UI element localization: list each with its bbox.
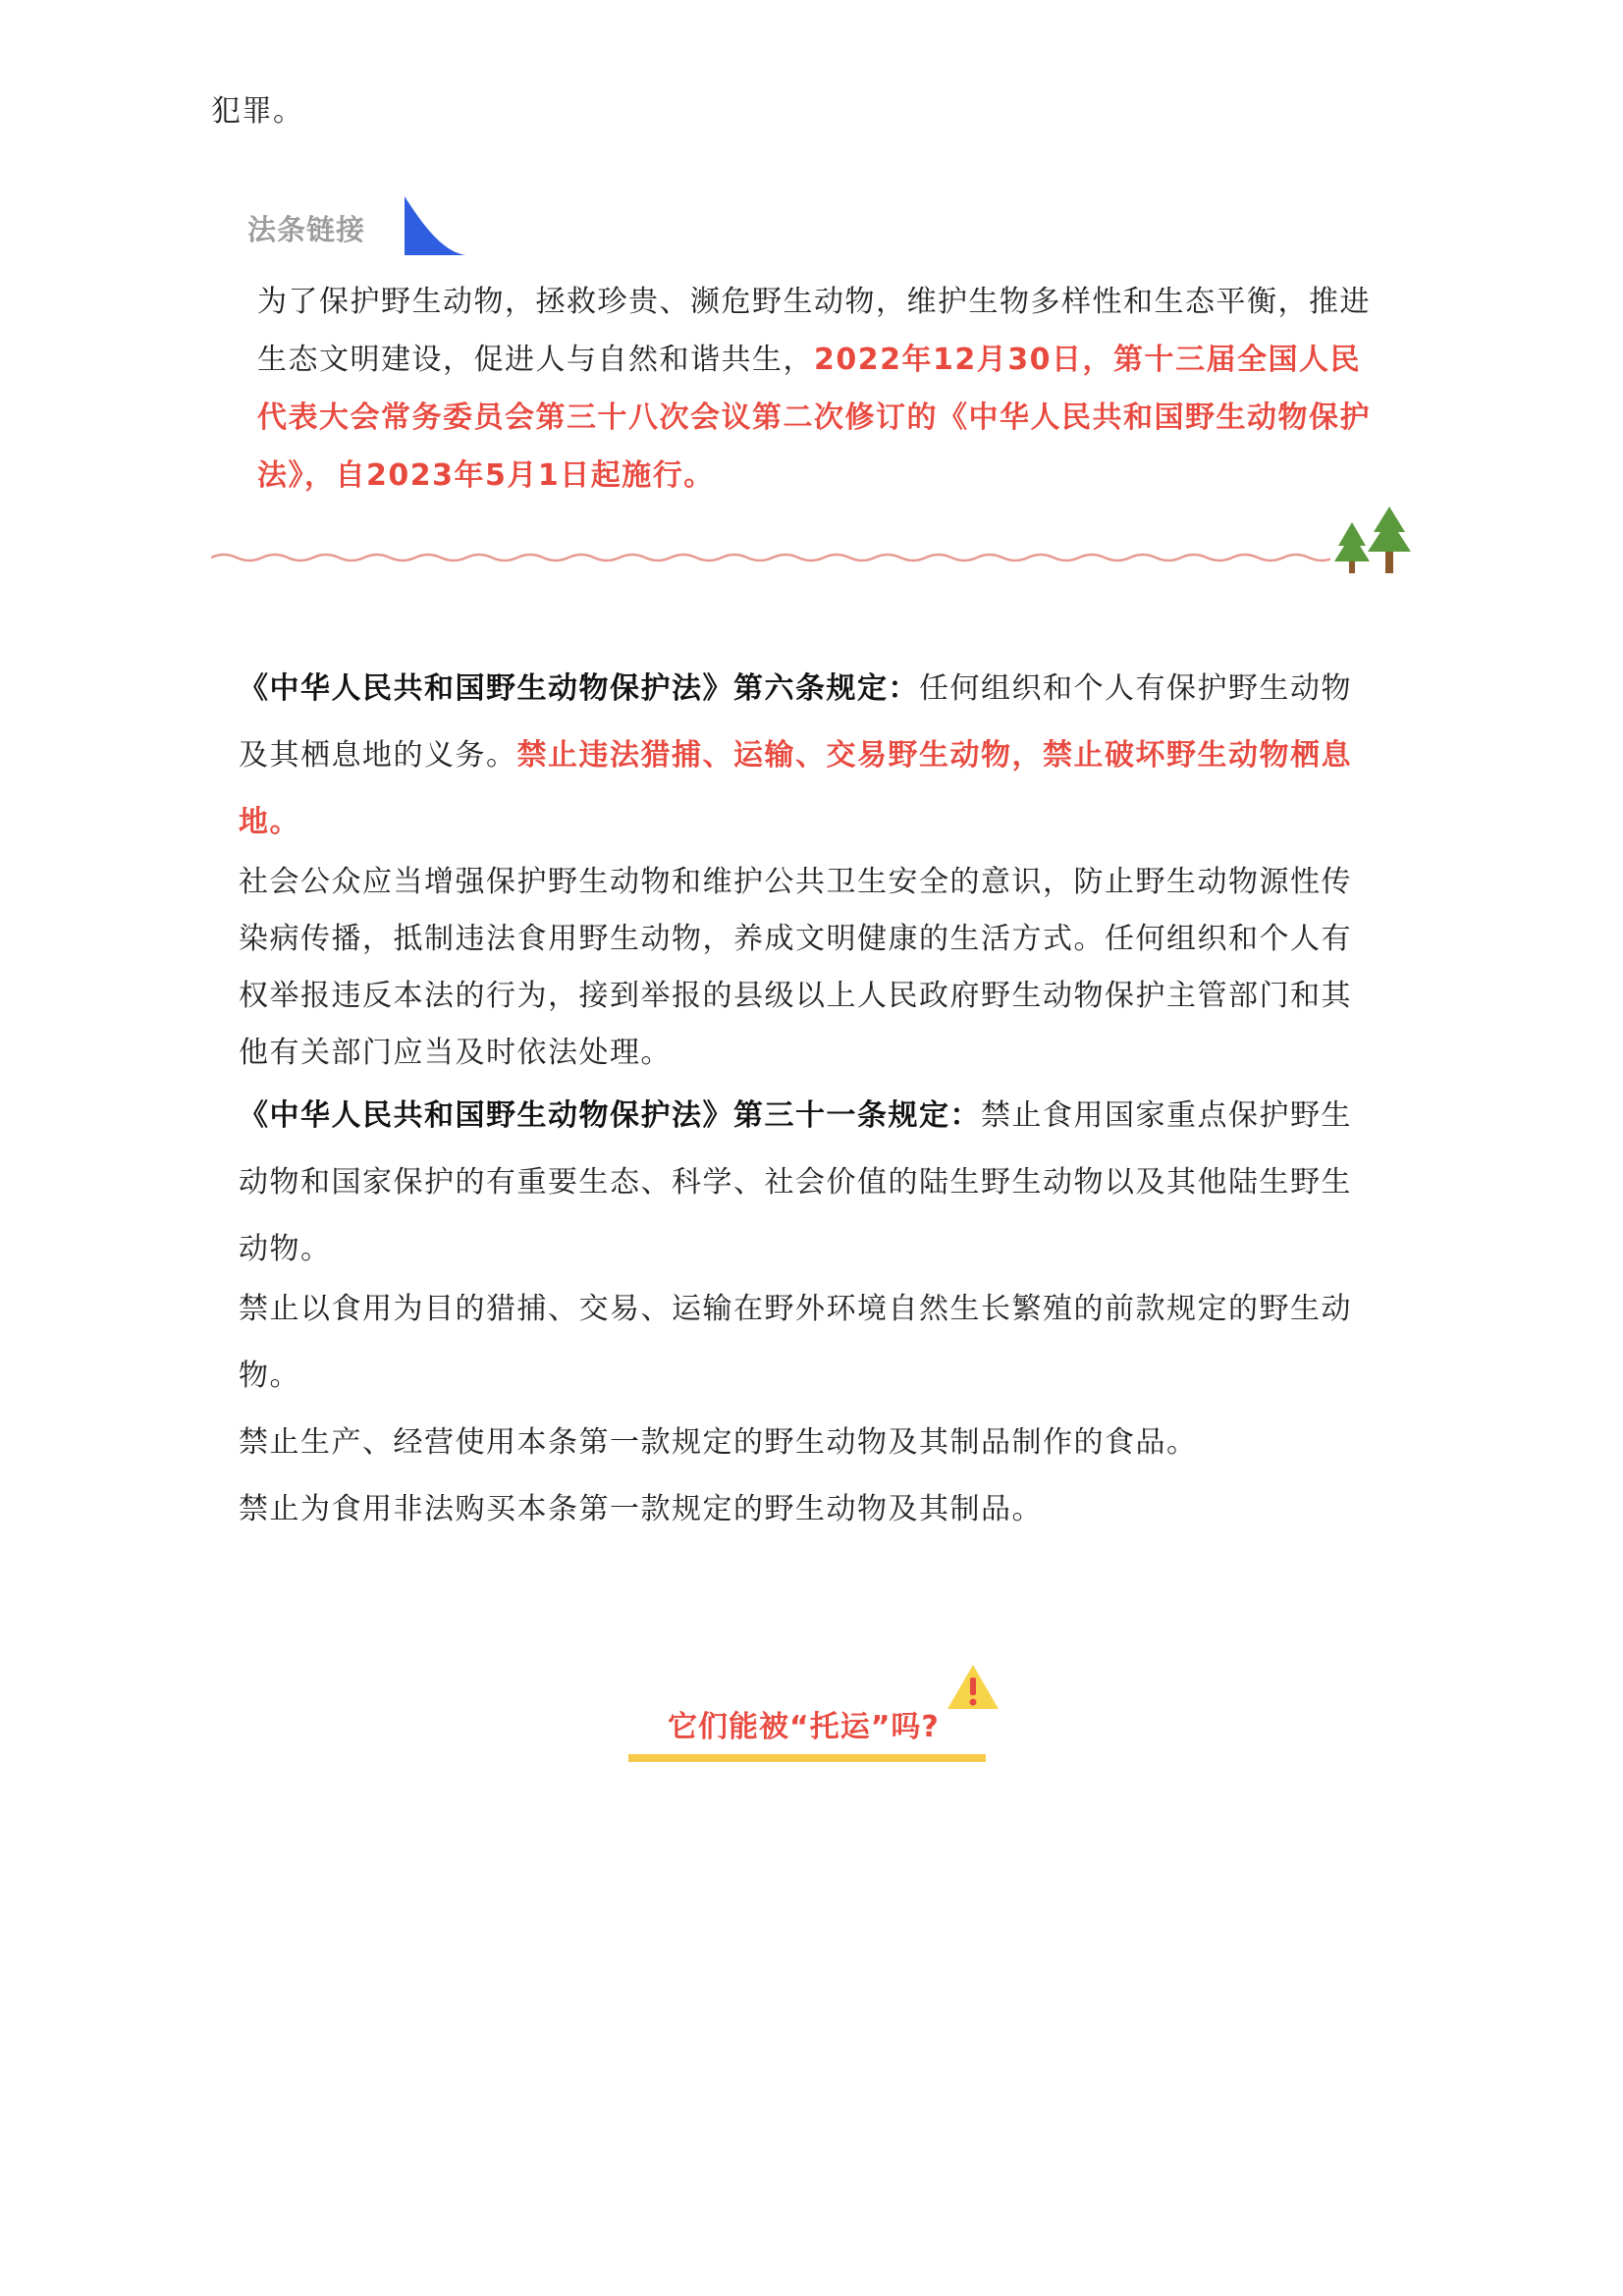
intro-highlight: 2022年12月30日，第十三届全国人民代表大会常务委员会第三十八次会议第二次修订的《中华人民共和国野生动物保护法》，自2023年5月1日起施行。 <box>257 343 1371 493</box>
section-heading: 它们能被“托运”吗? <box>668 1710 940 1744</box>
article6-title: 《中华人民共和国野生动物保护法》第六条规定 <box>239 671 889 706</box>
pine-trees-icon <box>1330 501 1429 579</box>
article31-text: 禁止食用国家重点保护野生动物和国家保护的有重要生态、科学、社会价值的陆生野生动物以及其他陆生野生动物。 <box>239 1098 1352 1266</box>
article6-paragraph2: 社会公众应当增强保护野生动物和维护公共卫生安全的意识，防止野生动物源性传染病传播，抵制违法食用野生动物，养成文明健康的生活方式。任何组织和个人有权举报违反本法的行为，接到举报的县级以上人民政府野生动物保护主管部门和其他有关部门应当及时依法处理。 <box>239 865 1352 1070</box>
blue-wedge-icon <box>403 194 465 257</box>
article31-colon: ： <box>949 1098 981 1133</box>
article31-title: 《中华人民共和国野生动物保护法》第三十一条规定 <box>239 1098 950 1133</box>
article31-paragraph2: 禁止以食用为目的猎捕、交易、运输在野外环境自然生长繁殖的前款规定的野生动物。 <box>239 1292 1352 1393</box>
wave-divider <box>211 543 1330 572</box>
article6-paragraph1 <box>239 656 1378 856</box>
article6-text: 任何组织和个人有保护野生动物及其栖息地的义务。 <box>239 671 1352 773</box>
article31-paragraph3: 禁止生产、经营使用本条第一款规定的野生动物及其制品制作的食品。 <box>239 1425 1198 1460</box>
warning-icon <box>946 1663 1001 1712</box>
article31-paragraph4: 禁止为食用非法购买本条第一款规定的野生动物及其制品。 <box>239 1492 1043 1526</box>
intro-text: 为了保护野生动物，拯救珍贵、濒危野生动物，维护生物多样性和生态平衡，推进生态文明建设，促进人与自然和谐共生， <box>257 285 1371 377</box>
article31-paragraph1 <box>239 1083 1378 1283</box>
heading-underline <box>628 1754 986 1762</box>
article6-highlight: 禁止违法猎捕、运输、交易野生动物，禁止破坏野生动物栖息地。 <box>239 738 1352 839</box>
law-link-intro <box>257 273 1386 505</box>
law-link-label: 法条链接 <box>247 213 366 246</box>
top-text: 犯罪。 <box>211 94 304 129</box>
article6-colon: ： <box>888 671 919 706</box>
